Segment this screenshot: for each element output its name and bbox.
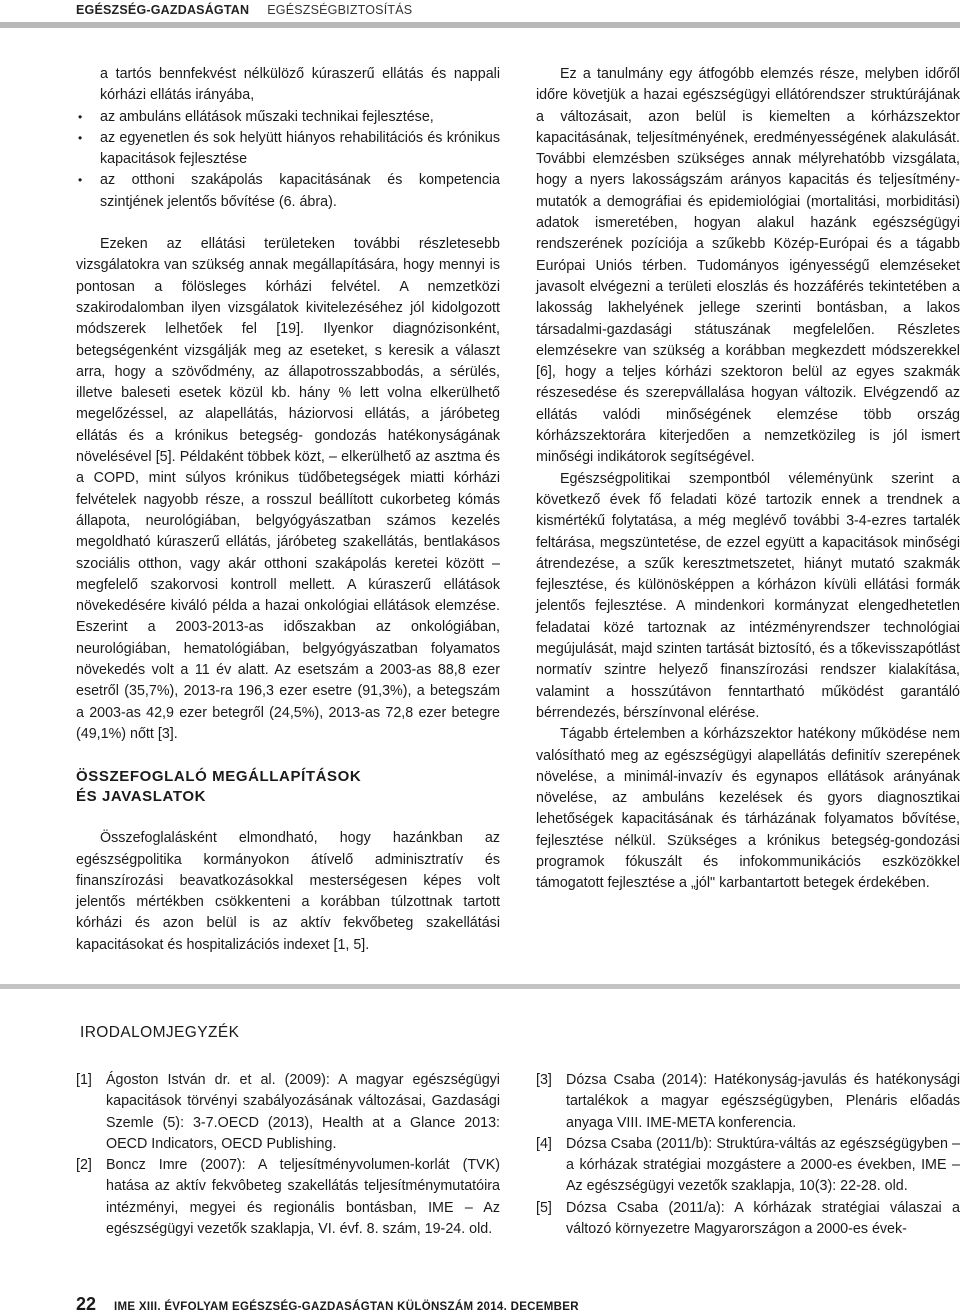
list-item: • az otthoni szakápolás kapacitásának és kompetencia szintjének jelentős bővítése (6. ábra).: [76, 170, 500, 213]
list-item: • az egyenetlen és sok helyütt hiányos rehabilitációs és krónikus kapacitások fejlesztése: [76, 128, 500, 171]
section-heading-line: ÉS JAVASLATOK: [76, 788, 207, 806]
reference-text: Boncz Imre (2007): A teljesítményvolumen-korlát (TVK) hatása az aktív fekvôbeteg szakellátás teljesítménymutatóira intézményi, megyei és regionális bontásban, IME – Az egészségügyi vezetők szaklapja, VI. évf. 8. szám, 19-24. old.: [106, 1157, 500, 1238]
bullet-list: [76, 64, 500, 213]
body-paragraph: Tágabb értelemben a kórházszektor hatékony működése nem valósítható meg az egészségügyi alapellátás definitív szerepének növelése, a minimál-invazív és egynapos ellátások arányának növelése, az ambuláns kezelések és gyors diagnosztikai lehetőségek kapacitásának és tárházának folyamatos bővítése, fejlesztése nélkül. Szükséges a krónikus betegség-gondozási programok fókuszált és infokommunikációs eszközökkel támogatott fejlesztése a „jól" karbantartott betegek érdekében.: [536, 726, 960, 892]
header-rule: [0, 22, 960, 28]
reference-number: [2]: [76, 1157, 92, 1174]
reference-text: Ágoston István dr. et al. (2009): A magyar egészségügyi kapacitások törvényi szabályozásának változásai, Gazdasági Szemle (5): 3-7.OECD (2013), Health at a Glance 2013: OECD Indicators, OECD Publishing.: [106, 1072, 500, 1152]
header-section-title: EGÉSZSÉG-GAZDASÁGTAN: [76, 3, 250, 17]
references-left: [76, 1070, 500, 1240]
page-header: [0, 0, 960, 28]
page-footer: [76, 1294, 579, 1312]
list-item: • az ambuláns ellátások műszaki technikai fejlesztése,: [76, 107, 500, 128]
list-item: a tartós bennfekvést nélkülöző kúraszerű ellátás és nappali kórházi ellátás irányába,: [100, 66, 500, 104]
header-text: [76, 3, 412, 17]
reference-item: [536, 1070, 960, 1134]
reference-number: [1]: [76, 1072, 92, 1088]
footer-journal-info: IME XIII. ÉVFOLYAM EGÉSZSÉG-GAZDASÁGTAN KÜLÖNSZÁM 2014. DECEMBER: [114, 1301, 579, 1313]
body-paragraph: Ezeken az ellátási területeken további részletesebb vizsgálatokra van szükség annak megállapítására, hogy mennyi is pontosan a fölösleges kórházi felvétel. A nemzetközi szakirodalomban ilyen vizsgálatok kivitelezéséhez jól kidolgozott módszerek lelhetőek fel [19]. Ilyenkor diagnózisonként, betegségenként vizsgálják meg az eseteket, s keresik a választ arra, hogy a szövődmény, az állapotrosszabbodás, a sérülés, illetve baleseti esetek közül kb. hány % lett volna elkerülhető megelőzéssel, az alapellátás, háziorvosi ellátás, a járóbeteg ellátás és a krónikus betegség- gondozás hatékonyságának növelésével [5]. Példaként többek közt, – elkerülhető az asztma és a COPD, mint súlyos krónikus tüdőbetegségek miatti kórházi felvételek nagyobb része, a rosszul beállított cukorbeteg kómás állapota, neurológiában, belgyógyászatban számos kezelés megoldható kúraszerű ellátás, járóbeteg szakellátás, bentlakásos szociális otthon, vagy akár otthoni szakápolás keretei között – megfelelő szakorvosi kontroll mellett. A kúraszerű ellátások növekedésére kiváló példa a hazai onkológiai ellátások elemzése. Eszerint a 2003-2013-as időszakban az onkológiában, neurológiában, hematológiában, belgyógyászatban folyamatos növekedés volt a 11 év alatt. Az esetszám a 2003-as 88,8 ezer esetről (35,7%), 2013-ra 196,3 ezer esetre (91,3%), a betegszám a 2003-as 42,9 ezer betegről (24,5%), 2013-as 72,8 ezer betegre (49,1%) nőtt [3].: [76, 236, 500, 742]
section-divider: [0, 984, 960, 989]
right-column: [536, 64, 960, 895]
section-heading-line: ÖSSZEFOGLALÓ MEGÁLLAPÍTÁSOK: [76, 768, 362, 786]
reference-item: [76, 1155, 500, 1240]
page-number: 22: [76, 1294, 97, 1314]
body-paragraph: Ez a tanulmány egy átfogóbb elemzés része, melyben időről időre követjük a hazai egészségügyi ellátórendszer struktúrájának a változásait, azon belül is kiemelten a kórházszektor kapacitásának, teljesítményének, eredményességének alakulását. További elemzésben szükséges annak mélyrehatóbb vizsgálata, hogy a nyers lakosságszám arányos kapacitás és teljesítmény-mutatók a demográfiai és epidemiológiai (mortalitási, morbiditási) adatok ismeretében, hogyan alakul hazánk egészségügyi rendszerének pozíciója a szűkebb Közép-Európai és a tágabb Európai Uniós térben. Tudományos igényességű elemzéseket javasolt elvégezni a területi eloszlás és hozzáférés tekintetében a lakosság lakhelyének jellege szerinti bontásban, a lakos társadalmi-gazdasági státuszának megfelelően. Részletes elemzésekre van szükség a korábban megkezdett módszerekkel [6], hogy a teljes kórházi szektoron belül az egyes szakmák részesedése és szerepvállalása hogyan változik. Elvégzendő az ellátás valódi minőségének elemzése több ország kórházszektorára kiterjedően a nemzetközileg is jól ismert minőségi indikátorok segítségével.: [536, 66, 960, 466]
reference-number: [5]: [536, 1199, 552, 1216]
references-right: [536, 1070, 960, 1240]
reference-item: [536, 1198, 960, 1241]
reference-number: [3]: [536, 1072, 552, 1088]
section-heading: [76, 767, 500, 807]
reference-text: Dózsa Csaba (2014): Hatékonyság-javulás és hatékonysági tartalékok a magyar egészségügyben, Plenáris előadás anyaga VIII. IME-META konferencia.: [566, 1072, 960, 1131]
body-paragraph: Összefoglalásként elmondható, hogy hazánkban az egészségpolitika kormányokon átívelő adminisztratív és finanszírozási beavatkozásokkal mesterségesen képes volt jelentős mértékben csökkenteni a korábban túlzottnak tartott kórházi és azon belül is az aktív fekvőbeteg szakellátási kapacitásokat és hospitalizációs indexet [1, 5].: [76, 830, 500, 953]
header-subsection-title: EGÉSZSÉGBIZTOSÍTÁS: [267, 3, 413, 17]
reference-text: Dózsa Csaba (2011/b): Struktúra-váltás az egészségügyben – a kórházak stratégiai mozgástere a 2000-es években, IME – Az egészségügyi vezetők szaklapja, 10(3): 22-28. old.: [566, 1135, 960, 1195]
references-title: IRODALOMJEGYZÉK: [80, 1024, 240, 1041]
reference-number: [4]: [536, 1135, 552, 1152]
reference-item: [76, 1070, 500, 1155]
reference-item: [536, 1134, 960, 1198]
body-paragraph: Egészségpolitikai szempontból véleményünk szerint a következő évek fő feladati közé tartozik ennek a trendnek a kismértékű folytatása, a még meglévő további 3-4-ezres tartalék feltárása, megszüntetése, de ezzel együtt a kapacitások minőségi átrendezése, a szűk keresztmetszetet, hiányt mutató szakmák fejlesztése, és különösképpen a kórházon kívüli ellátási formák jelentős fejlesztése. A mindenkori kormányzat elengedhetetlen feladatai közé tartoznak az intézményrendszer technológiai megújulását, majd szinten tartását biztosító, és a tőkevisszapótlást normatív szintre helyező finanszírozási rendszer kialakítása, valamint a hosszútávon fenntartható működést garantáló bérrendezés, bérszínvonal elérése.: [536, 470, 960, 721]
left-column: [76, 64, 500, 956]
reference-text: Dózsa Csaba (2011/a): A kórházak stratégiai válaszai a változó környezetre Magyarországon a 2000-es évek-: [566, 1199, 960, 1238]
